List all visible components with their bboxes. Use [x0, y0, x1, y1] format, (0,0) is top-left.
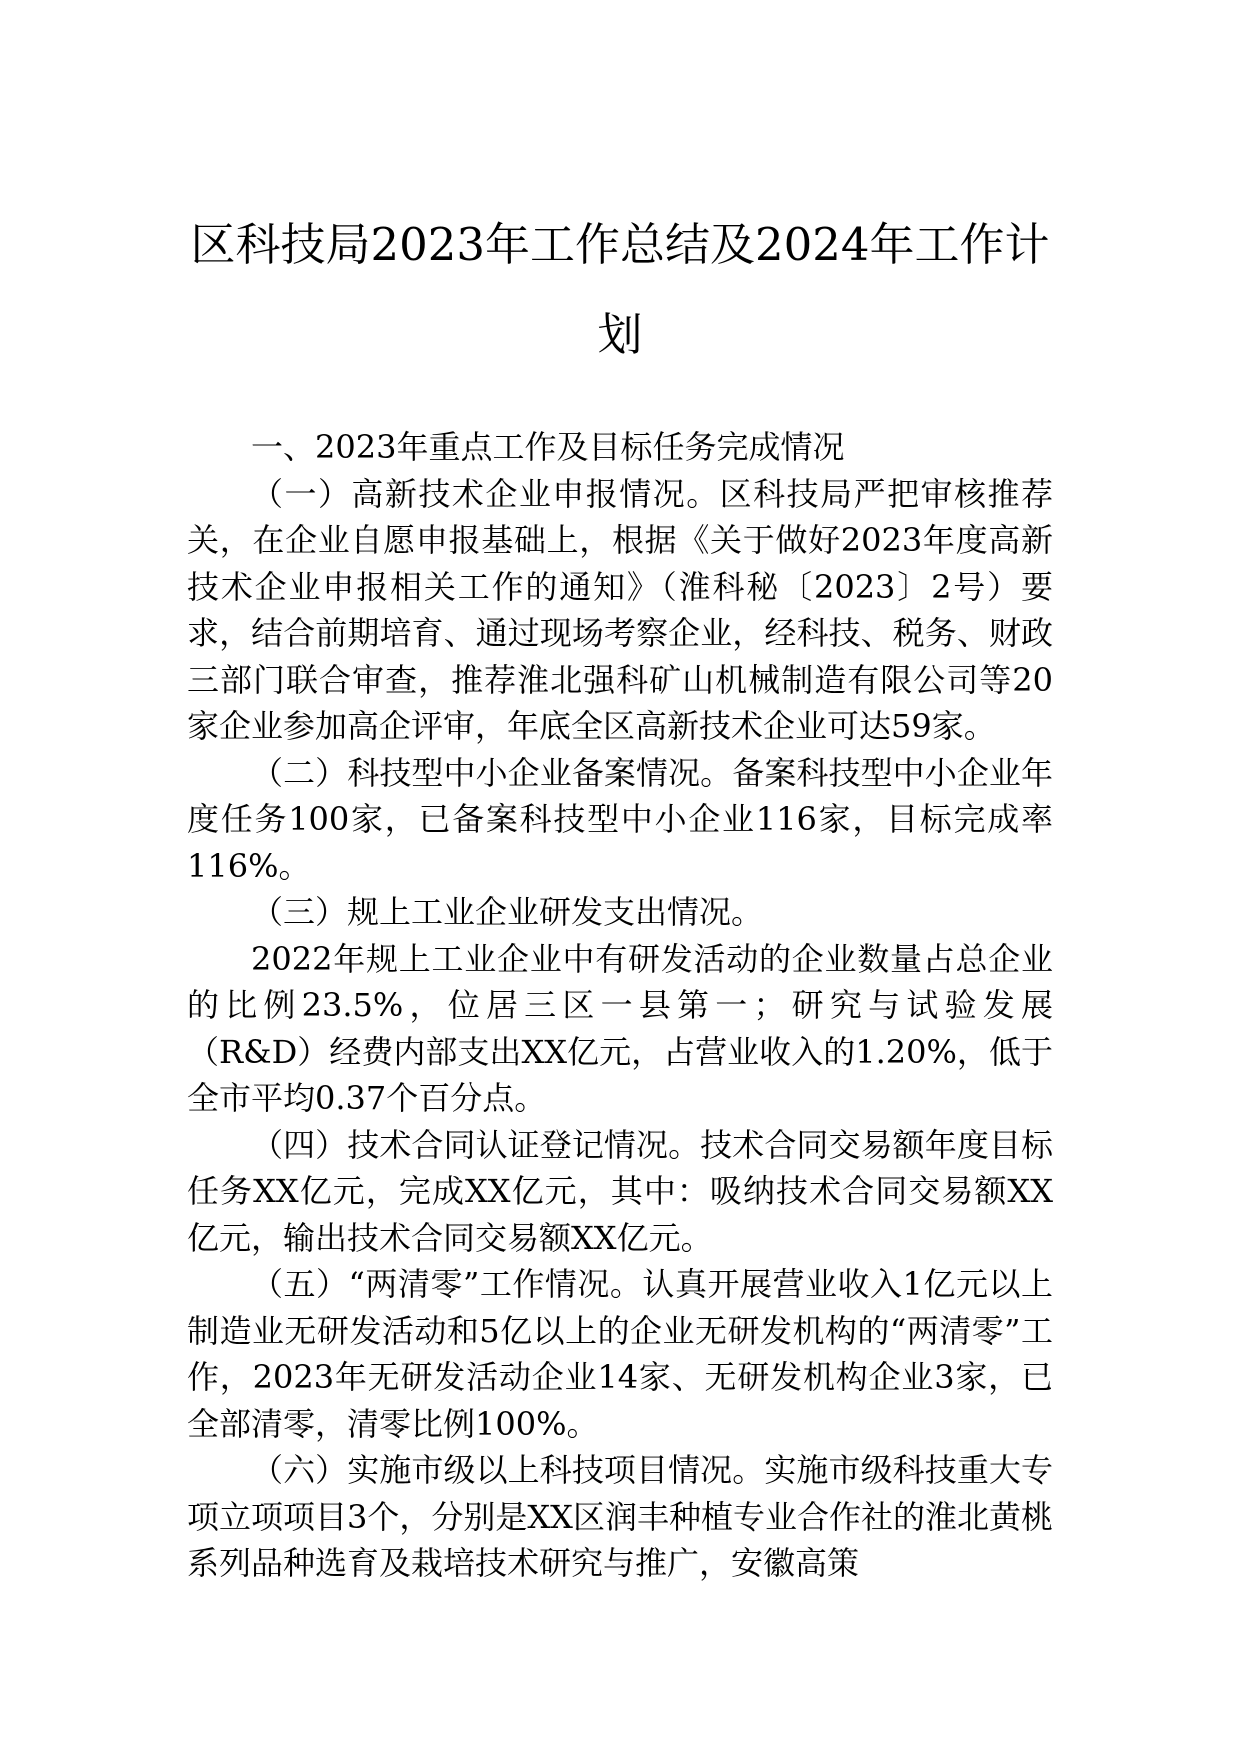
- section-heading: 一、2023年重点工作及目标任务完成情况: [251, 428, 845, 466]
- paragraph-two-zeros: （五）“两清零”工作情况。认真开展营业收入1亿元以上制造业无研发活动和5亿以上的企业无研发机构的“两清零”工作，2023年无研发活动企业14家、无研发机构企业3家，已全部清零，清零比例100%。: [187, 1265, 1053, 1443]
- paragraph-sme-filing: （二）科技型中小企业备案情况。备案科技型中小企业年度任务100家，已备案科技型中小企业116家，目标完成率116%。: [187, 753, 1053, 885]
- paragraph-high-tech: （一）高新技术企业申报情况。区科技局严把审核推荐关，在企业自愿申报基础上，根据《关于做好2023年度高新技术企业申报相关工作的通知》（淮科秘〔2023〕2号）要求，结合前期培育、通过现场考察企业，经科技、税务、财政三部门联合审查，推荐淮北强科矿山机械制造有限公司等20家企业参加高企评审，年底全区高新技术企业可达59家。: [187, 474, 1053, 745]
- paragraph-rd-heading: （三）规上工业企业研发支出情况。: [251, 893, 764, 931]
- paragraph-rd-details: 2022年规上工业企业中有研发活动的企业数量占总企业的比例23.5%，位居三区一县第一；研究与试验发展（R&D）经费内部支出XX亿元，占营业收入的1.20%，低于全市平均0.37个百分点。: [187, 939, 1053, 1117]
- document-body: [187, 424, 1053, 1587]
- paragraph-tech-contracts: （四）技术合同认证登记情况。技术合同交易额年度目标任务XX亿元，完成XX亿元，其中：吸纳技术合同交易额XX亿元，输出技术合同交易额XX亿元。: [187, 1125, 1053, 1257]
- document-title: 区科技局2023年工作总结及2024年工作计划: [190, 218, 1050, 361]
- paragraph-projects: （六）实施市级以上科技项目情况。实施市级科技重大专项立项项目3个，分别是XX区润丰种植专业合作社的淮北黄桃系列品种选育及栽培技术研究与推广，安徽高策: [187, 1451, 1053, 1582]
